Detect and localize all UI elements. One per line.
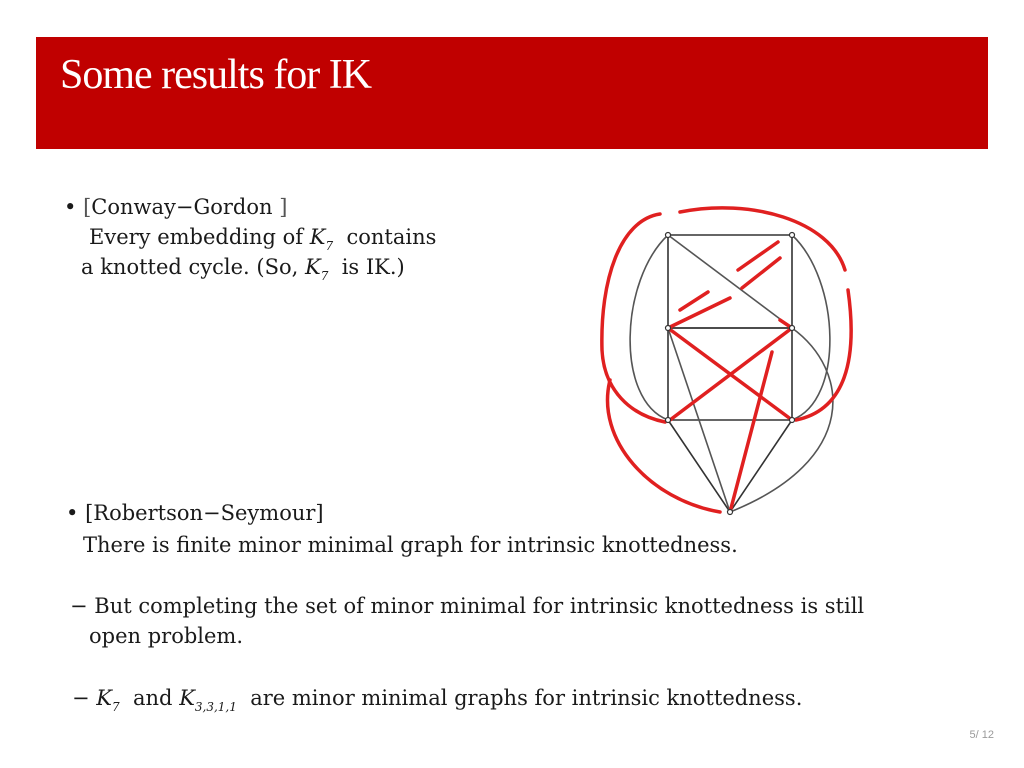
knot-strand-mid: [668, 298, 730, 328]
conway-line-3: [81, 252, 405, 291]
k7-knot-figure: [590, 200, 870, 520]
knot-strand-up: [730, 352, 772, 512]
knotted-cycle: [602, 208, 851, 512]
math-subscript: 7: [325, 239, 334, 253]
close-bracket: ]: [279, 195, 288, 219]
math-subscript: 3,3,1,1: [194, 700, 237, 714]
bullet: •: [66, 501, 79, 525]
dash-line-2: [72, 683, 802, 722]
math-subscript: 7: [112, 700, 120, 714]
edge-outer-left: [630, 235, 668, 420]
dash-marker: −: [70, 594, 88, 618]
knot-right-arc: [796, 290, 851, 420]
bullet: •: [64, 195, 77, 219]
vertex: [790, 233, 795, 238]
text-segment: and: [133, 686, 173, 710]
math-subscript: 7: [320, 269, 329, 283]
text-segment: But completing the set of minor minimal for intrinsic knottedness is still: [94, 594, 865, 618]
citation-robertson-seymour: [Robertson−Seymour]: [85, 501, 324, 525]
dash-marker: −: [72, 686, 90, 710]
math-k: K: [304, 255, 321, 279]
math-k: K: [179, 686, 195, 710]
text-segment: are minor minimal graphs for intrinsic knottedness.: [250, 686, 803, 710]
vertex: [790, 326, 795, 331]
text-segment: Every embedding of: [89, 225, 304, 249]
conway-line-1: [64, 192, 287, 222]
page-number: 5/ 12: [969, 729, 994, 741]
slide-title: Some results for IK: [60, 52, 372, 98]
title-bar: [36, 37, 988, 149]
edge-diagonal: [668, 235, 792, 328]
dash-line-1b: open problem.: [89, 624, 244, 648]
vertex: [790, 418, 795, 423]
knot-outer-left-arc: [602, 214, 665, 422]
text-segment: contains: [346, 225, 437, 249]
knot-top-arc: [680, 208, 845, 270]
robertson-line-1: [66, 498, 324, 528]
vertex: [666, 326, 671, 331]
dash-line-1: [70, 591, 864, 621]
vertex: [666, 233, 671, 238]
edge-bottom-fan: [668, 420, 792, 512]
citation-conway-gordon: Conway−Gordon: [91, 195, 273, 219]
math-k: K: [309, 225, 326, 249]
text-segment: is IK.): [341, 255, 405, 279]
knot-strand-left: [680, 292, 708, 310]
math-k: K: [96, 686, 112, 710]
edge-outer-right: [792, 235, 830, 420]
text-segment: a knotted cycle. (So,: [81, 255, 299, 279]
vertex: [728, 510, 733, 515]
robertson-line-2: There is finite minor minimal graph for intrinsic knottedness.: [83, 533, 738, 557]
vertex: [666, 418, 671, 423]
open-bracket: [: [83, 195, 92, 219]
